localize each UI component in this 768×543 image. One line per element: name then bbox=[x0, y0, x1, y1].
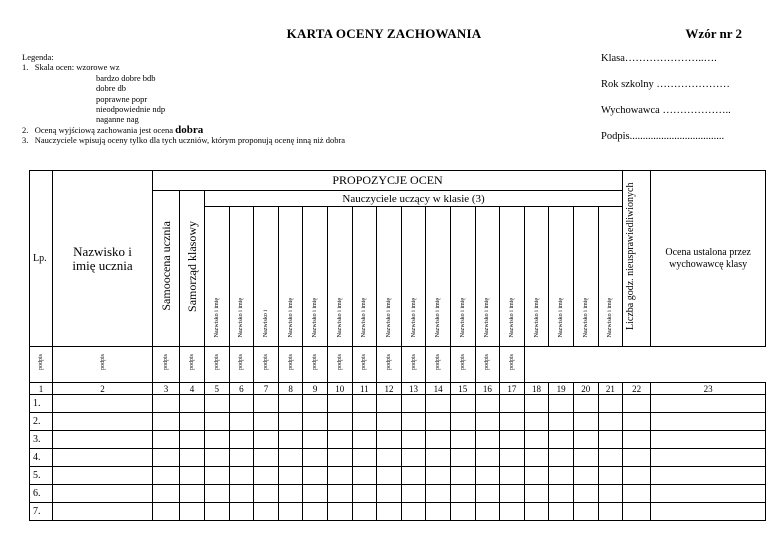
entry-cell[interactable] bbox=[327, 431, 352, 449]
teacher-name-cell bbox=[598, 207, 623, 347]
entry-cell[interactable] bbox=[205, 503, 230, 521]
entry-cell[interactable] bbox=[401, 395, 426, 413]
entry-cell[interactable] bbox=[623, 449, 651, 467]
entry-cell[interactable] bbox=[254, 485, 279, 503]
entry-cell[interactable] bbox=[623, 485, 651, 503]
podpis-label: podpis bbox=[385, 353, 392, 370]
entry-cell[interactable] bbox=[573, 395, 598, 413]
entry-cell[interactable] bbox=[549, 449, 574, 467]
podpis-label: podpis bbox=[312, 353, 319, 370]
entry-cell[interactable] bbox=[500, 413, 525, 431]
table-row bbox=[30, 503, 766, 521]
legend-item-1 bbox=[22, 62, 402, 72]
column-number: 23 bbox=[651, 383, 766, 395]
entry-cell[interactable] bbox=[426, 449, 451, 467]
table-row bbox=[30, 485, 766, 503]
column-number: 8 bbox=[278, 383, 303, 395]
entry-cell[interactable] bbox=[53, 449, 153, 467]
entry-cell[interactable] bbox=[549, 413, 574, 431]
entry-cell[interactable] bbox=[352, 503, 377, 521]
legend-item-2-bold: dobra bbox=[175, 123, 204, 136]
ocena-label: Ocena ustalona przez wychowawcę klasy bbox=[665, 246, 751, 270]
samorzad-label: Samorząd klasowy bbox=[184, 220, 199, 312]
propozycje-header bbox=[153, 171, 623, 191]
podpis-cell bbox=[426, 347, 451, 383]
teacher-name-label: Nazwisko i imię bbox=[312, 297, 319, 337]
entry-cell[interactable] bbox=[475, 485, 500, 503]
teacher-name-cell bbox=[205, 207, 230, 347]
podpis-cell bbox=[229, 347, 254, 383]
entry-cell[interactable] bbox=[205, 449, 230, 467]
entry-cell[interactable] bbox=[180, 449, 205, 467]
entry-cell[interactable] bbox=[352, 431, 377, 449]
column-number: 21 bbox=[598, 383, 623, 395]
column-number: 4 bbox=[180, 383, 205, 395]
entry-cell[interactable] bbox=[180, 485, 205, 503]
entry-cell[interactable] bbox=[401, 485, 426, 503]
teacher-name-cell bbox=[303, 207, 328, 347]
entry-cell[interactable] bbox=[524, 503, 549, 521]
entry-cell[interactable] bbox=[651, 395, 766, 413]
entry-cell[interactable] bbox=[352, 485, 377, 503]
entry-cell[interactable] bbox=[524, 449, 549, 467]
entry-cell[interactable] bbox=[53, 431, 153, 449]
podpis-cell bbox=[377, 347, 402, 383]
column-number: 18 bbox=[524, 383, 549, 395]
column-number: 1 bbox=[30, 383, 53, 395]
student-name-label: Nazwisko i imię ucznia bbox=[72, 243, 133, 273]
podpis-label: podpis bbox=[336, 353, 343, 370]
row-number: 3. bbox=[30, 431, 53, 449]
entry-cell[interactable] bbox=[180, 395, 205, 413]
entry-cell[interactable] bbox=[327, 485, 352, 503]
entry-cell[interactable] bbox=[475, 413, 500, 431]
teacher-name-cell bbox=[278, 207, 303, 347]
entry-cell[interactable] bbox=[598, 395, 623, 413]
podpis-cell bbox=[254, 347, 279, 383]
entry-cell[interactable] bbox=[524, 395, 549, 413]
teacher-name-label: Nazwisko i imię bbox=[361, 297, 368, 337]
entry-cell[interactable] bbox=[303, 449, 328, 467]
podpis-label: podpis bbox=[213, 353, 220, 370]
entry-cell[interactable] bbox=[524, 485, 549, 503]
podpis-label: podpis bbox=[484, 353, 491, 370]
legend-heading: Legenda: bbox=[22, 52, 54, 62]
entry-cell[interactable] bbox=[623, 467, 651, 485]
column-number: 9 bbox=[303, 383, 328, 395]
scale-entry: dobre db bbox=[96, 83, 126, 94]
entry-cell[interactable] bbox=[53, 503, 153, 521]
entry-cell[interactable] bbox=[303, 485, 328, 503]
entry-cell[interactable] bbox=[426, 485, 451, 503]
entry-cell[interactable] bbox=[426, 503, 451, 521]
column-number: 19 bbox=[549, 383, 574, 395]
teacher-name-cell bbox=[524, 207, 549, 347]
teacher-name-label: Nazwisko i imię bbox=[484, 297, 491, 337]
entry-cell[interactable] bbox=[500, 431, 525, 449]
scale-entry: bardzo dobre bdb bbox=[96, 72, 156, 83]
teacher-name-cell bbox=[475, 207, 500, 347]
podpis-cell bbox=[352, 347, 377, 383]
legend-item-3-number: 3. bbox=[22, 135, 29, 146]
teacher-name-cell bbox=[450, 207, 475, 347]
nauczyciele-header bbox=[205, 191, 623, 207]
column-number: 10 bbox=[327, 383, 352, 395]
legend-item-3-text: Nauczyciele wpisują oceny tylko dla tych uczniów, którym proponują ocenę inną niż dobra bbox=[34, 135, 346, 146]
podpis-label: podpis bbox=[262, 353, 269, 370]
entry-cell[interactable] bbox=[623, 395, 651, 413]
teacher-name-cell bbox=[327, 207, 352, 347]
entry-cell[interactable] bbox=[377, 395, 402, 413]
propozycje-label: PROPOZYCJE OCEN bbox=[332, 173, 443, 187]
podpis-label: podpis bbox=[189, 353, 195, 370]
podpis-cell bbox=[450, 347, 475, 383]
column-number: 11 bbox=[352, 383, 377, 395]
entry-cell[interactable] bbox=[278, 431, 303, 449]
entry-cell[interactable] bbox=[303, 503, 328, 521]
entry-cell[interactable] bbox=[153, 503, 180, 521]
entry-cell[interactable] bbox=[377, 431, 402, 449]
teacher-name-label: Nazwisko i imię bbox=[287, 297, 294, 337]
form-number: Wzór nr 2 bbox=[685, 26, 742, 41]
column-number: 22 bbox=[623, 383, 651, 395]
entry-cell[interactable] bbox=[475, 467, 500, 485]
entry-cell[interactable] bbox=[303, 467, 328, 485]
entry-cell[interactable] bbox=[450, 413, 475, 431]
podpis-label: podpis bbox=[287, 353, 294, 370]
rok-szkolny-field: Rok szkolny ………………… bbox=[601, 79, 730, 90]
samoocena-header bbox=[153, 191, 180, 347]
scale-entry: nieodpowiednie ndp bbox=[96, 104, 166, 115]
entry-cell[interactable] bbox=[327, 503, 352, 521]
teacher-name-cell bbox=[377, 207, 402, 347]
column-number: 16 bbox=[475, 383, 500, 395]
student-name-header bbox=[53, 171, 153, 347]
entry-cell[interactable] bbox=[180, 467, 205, 485]
entry-cell[interactable] bbox=[352, 467, 377, 485]
entry-cell[interactable] bbox=[153, 413, 180, 431]
teacher-name-label: Nazwisko i imię bbox=[410, 297, 417, 337]
column-number: 5 bbox=[205, 383, 230, 395]
row-number: 1. bbox=[30, 395, 53, 413]
entry-cell[interactable] bbox=[573, 449, 598, 467]
teacher-name-label: Nazwisko i imię bbox=[582, 297, 589, 337]
podpis-cell bbox=[278, 347, 303, 383]
entry-cell[interactable] bbox=[229, 413, 254, 431]
entry-cell[interactable] bbox=[426, 413, 451, 431]
teacher-name-label: Nazwisko i imię bbox=[435, 297, 442, 337]
entry-cell[interactable] bbox=[53, 485, 153, 503]
entry-cell[interactable] bbox=[377, 467, 402, 485]
entry-cell[interactable] bbox=[524, 431, 549, 449]
entry-cell[interactable] bbox=[327, 467, 352, 485]
entry-cell[interactable] bbox=[303, 395, 328, 413]
entry-cell[interactable] bbox=[401, 503, 426, 521]
entry-cell[interactable] bbox=[623, 413, 651, 431]
legend-item-2-number: 2. bbox=[22, 124, 29, 135]
podpis-cell bbox=[180, 347, 205, 383]
teacher-name-label: Nazwisko i imię bbox=[558, 297, 565, 337]
legend-item-1-label: Skala ocen: wzorowe wz bbox=[34, 62, 120, 73]
entry-cell[interactable] bbox=[651, 485, 766, 503]
grade-table bbox=[29, 170, 766, 521]
entry-cell[interactable] bbox=[573, 413, 598, 431]
table-row bbox=[30, 413, 766, 431]
wychowawca-field: Wychowawca ……………….. bbox=[601, 105, 731, 116]
column-number: 2 bbox=[53, 383, 153, 395]
entry-cell[interactable] bbox=[623, 503, 651, 521]
row-number: 7. bbox=[30, 503, 53, 521]
podpis-cell bbox=[153, 347, 180, 383]
entry-cell[interactable] bbox=[401, 431, 426, 449]
page-title: KARTA OCENY ZACHOWANIA bbox=[286, 26, 482, 41]
podpis-label: podpis bbox=[38, 353, 44, 370]
teacher-name-label: Nazwisko i imię bbox=[533, 297, 540, 337]
entry-cell[interactable] bbox=[254, 467, 279, 485]
entry-cell[interactable] bbox=[475, 449, 500, 467]
entry-cell[interactable] bbox=[598, 413, 623, 431]
podpis-field: Podpis.................................... bbox=[601, 131, 725, 142]
table-row bbox=[30, 467, 766, 485]
entry-cell[interactable] bbox=[549, 431, 574, 449]
entry-cell[interactable] bbox=[500, 449, 525, 467]
entry-cell[interactable] bbox=[153, 431, 180, 449]
entry-cell[interactable] bbox=[278, 413, 303, 431]
teacher-name-label: Nazwisko i imię bbox=[336, 297, 343, 337]
entry-cell[interactable] bbox=[153, 395, 180, 413]
teacher-name-label: Nazwisko i bbox=[262, 309, 269, 337]
entry-cell[interactable] bbox=[651, 413, 766, 431]
entry-cell[interactable] bbox=[352, 449, 377, 467]
entry-cell[interactable] bbox=[573, 485, 598, 503]
lp-label: Lp. bbox=[33, 253, 47, 264]
scale-entry: poprawne popr bbox=[96, 93, 148, 104]
legend-item-1-number: 1. bbox=[22, 62, 29, 73]
entry-cell[interactable] bbox=[475, 431, 500, 449]
teacher-name-label: Nazwisko i imię bbox=[238, 297, 245, 337]
samorzad-header bbox=[180, 191, 205, 347]
entry-cell[interactable] bbox=[229, 449, 254, 467]
entry-cell[interactable] bbox=[327, 395, 352, 413]
podpis-cell bbox=[401, 347, 426, 383]
entry-cell[interactable] bbox=[205, 431, 230, 449]
podpis-cell bbox=[327, 347, 352, 383]
entry-cell[interactable] bbox=[426, 431, 451, 449]
entry-cell[interactable] bbox=[450, 431, 475, 449]
nauczyciele-label: Nauczyciele uczący w klasie (3) bbox=[342, 192, 485, 205]
entry-cell[interactable] bbox=[401, 467, 426, 485]
podpis-cell bbox=[500, 347, 525, 383]
entry-cell[interactable] bbox=[623, 431, 651, 449]
entry-cell[interactable] bbox=[500, 485, 525, 503]
entry-cell[interactable] bbox=[549, 395, 574, 413]
column-number: 7 bbox=[254, 383, 279, 395]
teacher-name-label: Nazwisko i imię bbox=[385, 297, 392, 337]
entry-cell[interactable] bbox=[180, 413, 205, 431]
entry-cell[interactable] bbox=[450, 395, 475, 413]
entry-cell[interactable] bbox=[278, 395, 303, 413]
row-number: 4. bbox=[30, 449, 53, 467]
entry-cell[interactable] bbox=[377, 413, 402, 431]
table-row bbox=[30, 395, 766, 413]
entry-cell[interactable] bbox=[598, 503, 623, 521]
entry-cell[interactable] bbox=[524, 467, 549, 485]
row-number: 2. bbox=[30, 413, 53, 431]
entry-cell[interactable] bbox=[229, 485, 254, 503]
podpis-cell bbox=[303, 347, 328, 383]
table-row bbox=[30, 431, 766, 449]
entry-cell[interactable] bbox=[598, 449, 623, 467]
podpis-label: podpis bbox=[508, 353, 515, 370]
godziny-label: Liczba godz. nieusprawiedliwionych bbox=[624, 182, 636, 330]
column-number: 12 bbox=[377, 383, 402, 395]
entry-cell[interactable] bbox=[153, 485, 180, 503]
entry-cell[interactable] bbox=[524, 413, 549, 431]
lp-header bbox=[30, 171, 53, 347]
teacher-name-cell bbox=[549, 207, 574, 347]
podpis-label: podpis bbox=[459, 353, 466, 370]
entry-cell[interactable] bbox=[598, 467, 623, 485]
podpis-cell bbox=[53, 347, 153, 383]
podpis-label: podpis bbox=[238, 353, 245, 370]
podpis-cell bbox=[205, 347, 230, 383]
teacher-name-cell bbox=[573, 207, 598, 347]
entry-cell[interactable] bbox=[229, 431, 254, 449]
entry-cell[interactable] bbox=[377, 449, 402, 467]
teacher-name-cell bbox=[254, 207, 279, 347]
entry-cell[interactable] bbox=[573, 503, 598, 521]
podpis-cell bbox=[30, 347, 53, 383]
podpis-label: podpis bbox=[435, 353, 442, 370]
column-number: 20 bbox=[573, 383, 598, 395]
entry-cell[interactable] bbox=[500, 467, 525, 485]
entry-cell[interactable] bbox=[254, 449, 279, 467]
entry-cell[interactable] bbox=[598, 431, 623, 449]
teacher-name-cell bbox=[500, 207, 525, 347]
entry-cell[interactable] bbox=[426, 395, 451, 413]
entry-cell[interactable] bbox=[450, 503, 475, 521]
entry-cell[interactable] bbox=[205, 413, 230, 431]
entry-cell[interactable] bbox=[205, 485, 230, 503]
entry-cell[interactable] bbox=[229, 503, 254, 521]
samoocena-label: Samoocena ucznia bbox=[158, 221, 173, 311]
legend-item-2-text: Oceną wyjściową zachowania jest ocena bbox=[34, 124, 174, 135]
teacher-name-cell bbox=[352, 207, 377, 347]
legend-item-3 bbox=[22, 135, 402, 145]
entry-cell[interactable] bbox=[500, 395, 525, 413]
entry-cell[interactable] bbox=[205, 467, 230, 485]
entry-cell[interactable] bbox=[377, 485, 402, 503]
entry-cell[interactable] bbox=[426, 467, 451, 485]
row-number: 5. bbox=[30, 467, 53, 485]
entry-cell[interactable] bbox=[401, 449, 426, 467]
column-number: 15 bbox=[450, 383, 475, 395]
entry-cell[interactable] bbox=[549, 467, 574, 485]
column-number: 3 bbox=[153, 383, 180, 395]
ocena-header bbox=[651, 171, 766, 347]
entry-cell[interactable] bbox=[651, 503, 766, 521]
podpis-label: podpis bbox=[99, 353, 106, 370]
entry-cell[interactable] bbox=[573, 467, 598, 485]
podpis-label: podpis bbox=[410, 353, 417, 370]
column-number: 6 bbox=[229, 383, 254, 395]
entry-cell[interactable] bbox=[53, 395, 153, 413]
entry-cell[interactable] bbox=[651, 449, 766, 467]
entry-cell[interactable] bbox=[549, 503, 574, 521]
entry-cell[interactable] bbox=[500, 503, 525, 521]
podpis-label: podpis bbox=[361, 353, 368, 370]
entry-cell[interactable] bbox=[377, 503, 402, 521]
entry-cell[interactable] bbox=[549, 485, 574, 503]
column-number: 14 bbox=[426, 383, 451, 395]
entry-cell[interactable] bbox=[153, 449, 180, 467]
entry-cell[interactable] bbox=[229, 395, 254, 413]
scale-entry: naganne nag bbox=[96, 114, 139, 125]
podpis-cell bbox=[475, 347, 500, 383]
entry-cell[interactable] bbox=[327, 413, 352, 431]
podpis-label: podpis bbox=[163, 353, 169, 370]
entry-cell[interactable] bbox=[475, 395, 500, 413]
row-number: 6. bbox=[30, 485, 53, 503]
entry-cell[interactable] bbox=[153, 467, 180, 485]
teacher-name-cell bbox=[426, 207, 451, 347]
entry-cell[interactable] bbox=[352, 413, 377, 431]
teacher-name-cell bbox=[401, 207, 426, 347]
entry-cell[interactable] bbox=[303, 431, 328, 449]
entry-cell[interactable] bbox=[401, 413, 426, 431]
teacher-name-label: Nazwisko i imię bbox=[508, 297, 515, 337]
entry-cell[interactable] bbox=[352, 395, 377, 413]
entry-cell[interactable] bbox=[598, 485, 623, 503]
legend-item-2 bbox=[22, 125, 402, 135]
teacher-name-label: Nazwisko i imię bbox=[607, 297, 614, 337]
entry-cell[interactable] bbox=[205, 395, 230, 413]
entry-cell[interactable] bbox=[278, 467, 303, 485]
entry-cell[interactable] bbox=[229, 467, 254, 485]
entry-cell[interactable] bbox=[254, 413, 279, 431]
entry-cell[interactable] bbox=[254, 503, 279, 521]
entry-cell[interactable] bbox=[53, 467, 153, 485]
entry-cell[interactable] bbox=[278, 449, 303, 467]
teacher-name-cell bbox=[229, 207, 254, 347]
entry-cell[interactable] bbox=[450, 485, 475, 503]
entry-cell[interactable] bbox=[475, 503, 500, 521]
entry-cell[interactable] bbox=[180, 431, 205, 449]
klasa-field: Klasa…………………..…. bbox=[601, 53, 717, 64]
entry-cell[interactable] bbox=[180, 503, 205, 521]
entry-cell[interactable] bbox=[573, 431, 598, 449]
entry-cell[interactable] bbox=[651, 467, 766, 485]
legend bbox=[22, 52, 402, 146]
entry-cell[interactable] bbox=[254, 395, 279, 413]
teacher-name-label: Nazwisko i imię bbox=[213, 297, 220, 337]
entry-cell[interactable] bbox=[327, 449, 352, 467]
entry-cell[interactable] bbox=[303, 413, 328, 431]
column-number: 17 bbox=[500, 383, 525, 395]
entry-cell[interactable] bbox=[278, 503, 303, 521]
godziny-header bbox=[623, 171, 651, 347]
entry-cell[interactable] bbox=[450, 449, 475, 467]
entry-cell[interactable] bbox=[53, 413, 153, 431]
column-number: 13 bbox=[401, 383, 426, 395]
entry-cell[interactable] bbox=[254, 431, 279, 449]
table-row bbox=[30, 449, 766, 467]
entry-cell[interactable] bbox=[651, 431, 766, 449]
teacher-name-label: Nazwisko i imię bbox=[459, 297, 466, 337]
entry-cell[interactable] bbox=[450, 467, 475, 485]
entry-cell[interactable] bbox=[278, 485, 303, 503]
